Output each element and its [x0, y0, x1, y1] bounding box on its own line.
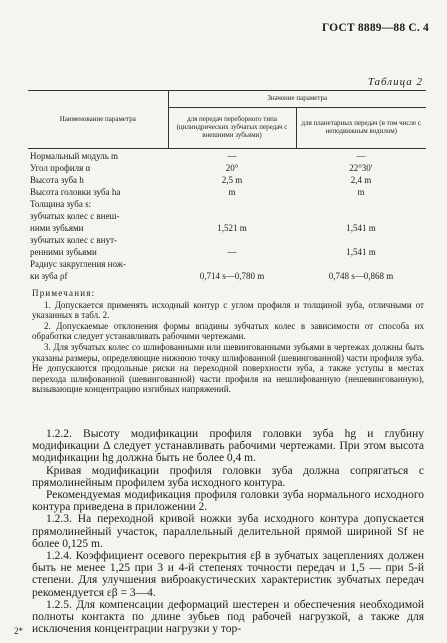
group-header: Значение параметра [168, 91, 426, 108]
row-name: Высота головки зуба ha [30, 186, 121, 197]
row-value-1: — [227, 246, 237, 257]
row-name: Толщина зуба s: [30, 198, 92, 209]
row-value-2: 1,541 m [346, 222, 376, 233]
row-value-2: 1,541 m [346, 246, 376, 257]
parameters-table [28, 90, 426, 281]
table-row [28, 197, 426, 209]
row-value-1: — [227, 150, 237, 161]
row-name: ними зубьями [30, 222, 84, 233]
row-value-2 [296, 233, 426, 245]
row-value-1 [168, 233, 296, 245]
row-value-1 [168, 257, 296, 269]
row-name: Нормальный модуль m [30, 150, 119, 161]
row-value-1: m [228, 186, 236, 197]
row-value-2 [296, 197, 426, 209]
standard-header: ГОСТ 8889—88 С. 4 [321, 22, 429, 34]
row-value-2 [296, 257, 426, 269]
row-name: Высота зуба h [30, 174, 84, 185]
row-value-1: 0,714 s—0,780 m [199, 270, 265, 281]
paragraph: 1.2.2. Высоту модификации профиля головки зуба hg и глубину модификации Δ следует устанавливать рабочими чертежами. При этом высота модификации hg должна быть не более 0,4 m. [32, 428, 424, 465]
row-value-1: 20° [225, 162, 239, 173]
table-row [28, 209, 426, 221]
row-value-2 [296, 209, 426, 221]
row-name: зубчатых колес с внеш- [30, 210, 120, 221]
table-row [28, 233, 426, 245]
row-name: зубчатых колес с внут- [30, 234, 117, 245]
row-value-2: 22°30′ [349, 162, 373, 173]
note-item: 3. Для зубчатых колес со шлифованными или шевингованными зубьями в чертежах должны быть указаны размеры, определяющие нижнюю точку шлифованной (шевингованной) части профиля зуба. Не допускаются продольные риски на переходной поверхности зуба, а также уступы в местах перехода шлифованной (шевингованной) части профиля на нешлифованную (нешевингованную), вызывающие концентрацию изгибных напряжений. [32, 341, 424, 395]
notes-caption: Примечания: [32, 288, 96, 298]
notes [32, 288, 424, 395]
row-name: Угол профиля α [30, 162, 91, 173]
body-text [32, 428, 424, 635]
table-row [28, 185, 426, 197]
paragraph: 1.2.3. На переходной кривой ножки зуба исходного контура допускается прямолинейный участок, параллельный делительной прямой шириной Sf не более 0,125 m. [32, 513, 424, 550]
row-name: ренними зубьями [30, 246, 97, 257]
note-item: 1. Допускается применять исходный контур с углом профиля и толщиной зуба, отличными от указанных в табл. 2. [32, 299, 424, 321]
col-name-header: Наименование параметра [28, 91, 168, 149]
row-value-2: 2,4 m [350, 174, 372, 185]
row-value-2: — [356, 150, 366, 161]
col1-header: для передач переборного типа (цилиндрических зубчатых передач с внешними зубьями) [168, 108, 296, 149]
paragraph: Кривая модификации профиля головки зуба должна сопрягаться с прямолинейным профилем зуба исходного контура. [32, 464, 424, 489]
row-value-1: 2,5 m [221, 174, 243, 185]
table-row [28, 221, 426, 233]
table-row [28, 149, 426, 162]
row-name: ки зуба ρf [30, 270, 68, 281]
page-footer-mark: 2* [14, 626, 23, 636]
paragraph: Рекомендуемая модификация профиля головки зуба нормального исходного контура приведена в приложении 2. [32, 489, 424, 514]
table-row [28, 173, 426, 185]
row-value-2: 0,748 s—0,868 m [328, 270, 394, 281]
row-value-1 [168, 209, 296, 221]
row-value-2: m [357, 186, 365, 197]
paragraph: 1.2.4. Коэффициент осевого перекрытия εβ в зубчатых зацеплениях должен быть не менее 1,25 при 3 и 4-й степенях точности передач и 1,5 — при 5-й степени. Для улучшения виброакустических характеристик зубчатых передач рекомендуется εβ = 3—4. [32, 550, 424, 599]
table-caption: Таблица 2 [367, 76, 423, 88]
table-row [28, 269, 426, 281]
col2-header: для планетарных передач (в том числе с неподвижным водилом) [296, 108, 426, 149]
row-name: Радиус закругления нож- [30, 258, 126, 269]
table-row [28, 161, 426, 173]
table-row [28, 245, 426, 257]
note-item: 2. Допускаемые отклонения формы впадины зубчатых колес в зависимости от способа их обработки следует устанавливать рабочими чертежами. [32, 320, 424, 342]
paragraph: 1.2.5. Для компенсации деформаций шестерен и обеспечения необходимой полноты контакта по длине зубьев под рабочей нагрузкой, а также для исключения концентрации нагрузки у тор- [32, 598, 424, 636]
row-value-1: 1,521 m [217, 222, 247, 233]
table-row [28, 257, 426, 269]
row-value-1 [168, 197, 296, 209]
